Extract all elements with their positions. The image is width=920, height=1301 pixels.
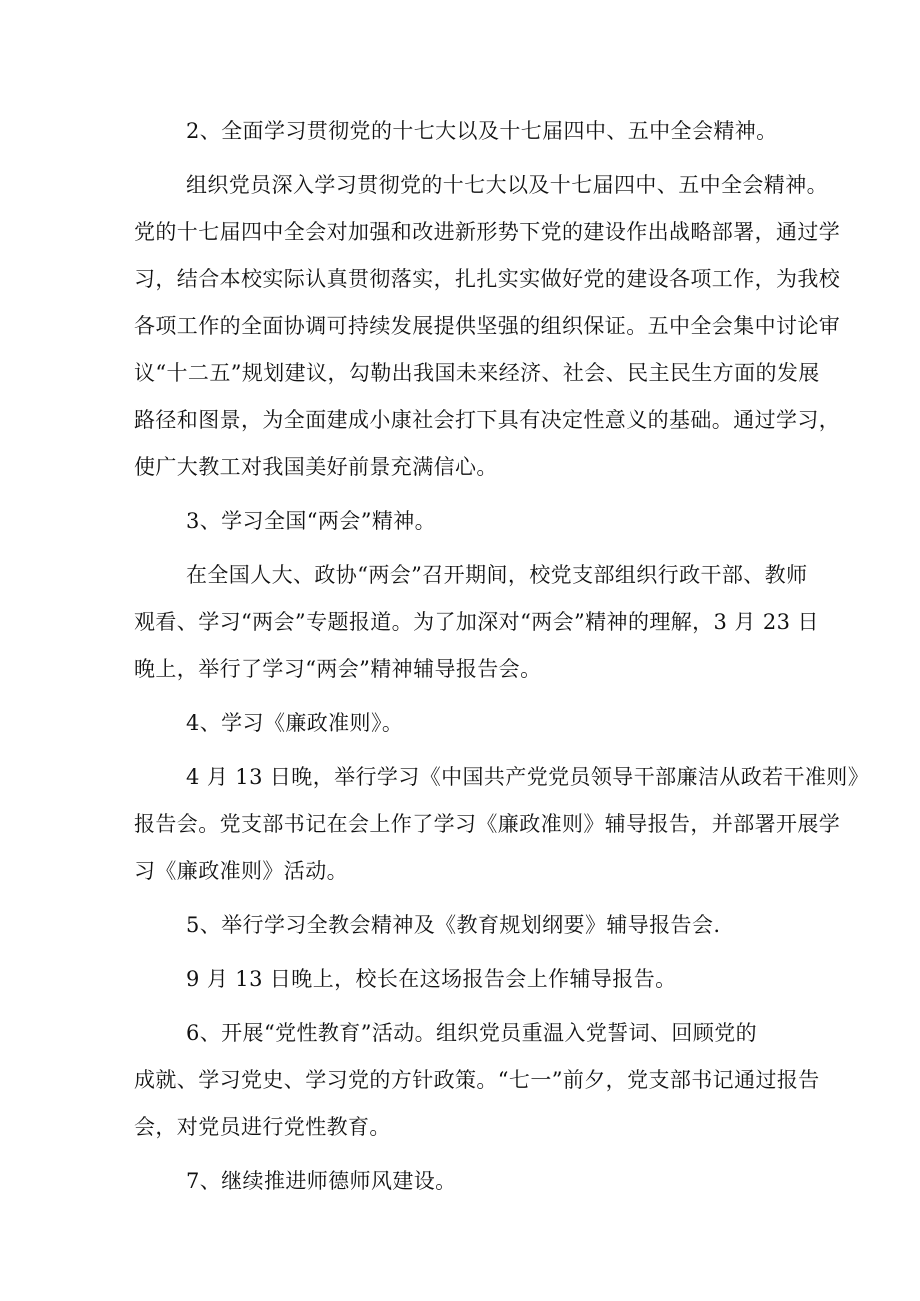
heading-item-5: 5、举行学习全教会精神及《教育规划纲要》辅导报告会. [186,913,721,937]
paragraph-2-line-4: 各项工作的全面协调可持续发展提供坚强的组织保证。五中全会集中讨论审 [134,314,841,338]
paragraph-4-line-1: 4 月 13 日晚，举行学习《中国共产党党员领导干部廉洁从政若干准则》 [186,765,870,789]
heading-item-4: 4、学习《廉政准则》。 [186,711,404,735]
paragraph-3-line-2: 观看、学习“两会”专题报道。为了加深对“两会”精神的理解，3 月 23 日 [134,610,819,634]
paragraph-5-line-1: 9 月 13 日晚上，校长在这场报告会上作辅导报告。 [186,967,677,991]
paragraph-3-line-3: 晚上，举行了学习“两会”精神辅导报告会。 [134,657,542,681]
paragraph-2-line-3: 习，结合本校实际认真贯彻落实，扎扎实实做好党的建设各项工作，为我校 [134,267,841,291]
heading-item-7: 7、继续推进师德师风建设。 [186,1169,457,1193]
paragraph-2-line-1: 组织党员深入学习贯彻党的十七大以及十七届四中、五中全会精神。 [186,173,828,197]
heading-item-6: 6、开展“党性教育”活动。组织党员重温入党誓词、回顾党的 [186,1021,758,1045]
paragraph-6-line-3: 会，对党员进行党性教育。 [134,1115,391,1139]
paragraph-4-line-3: 习《廉政准则》活动。 [134,859,348,883]
heading-item-3: 3、学习全国“两会”精神。 [186,509,437,533]
paragraph-2-line-7: 使广大教工对我国美好前景充满信心。 [134,455,498,479]
paragraph-4-line-2: 报告会。党支部书记在会上作了学习《廉政准则》辅导报告，并部署开展学 [134,812,841,836]
paragraph-2-line-5: 议“十二五”规划建议，勾勒出我国未来经济、社会、民主民生方面的发展 [134,361,820,385]
paragraph-2-line-6: 路径和图景，为全面建成小康社会打下具有决定性意义的基础。通过学习， [134,408,841,432]
heading-item-2: 2、全面学习贯彻党的十七大以及十七届四中、五中全会精神。 [186,119,778,143]
paragraph-3-line-1: 在全国人大、政协“两会”召开期间，校党支部组织行政干部、教师 [186,563,808,587]
paragraph-2-line-2: 党的十七届四中全会对加强和改进新形势下党的建设作出战略部署，通过学 [134,220,841,244]
paragraph-6-line-2: 成就、学习党史、学习党的方针政策。“七一”前夕，党支部书记通过报告 [134,1068,820,1092]
